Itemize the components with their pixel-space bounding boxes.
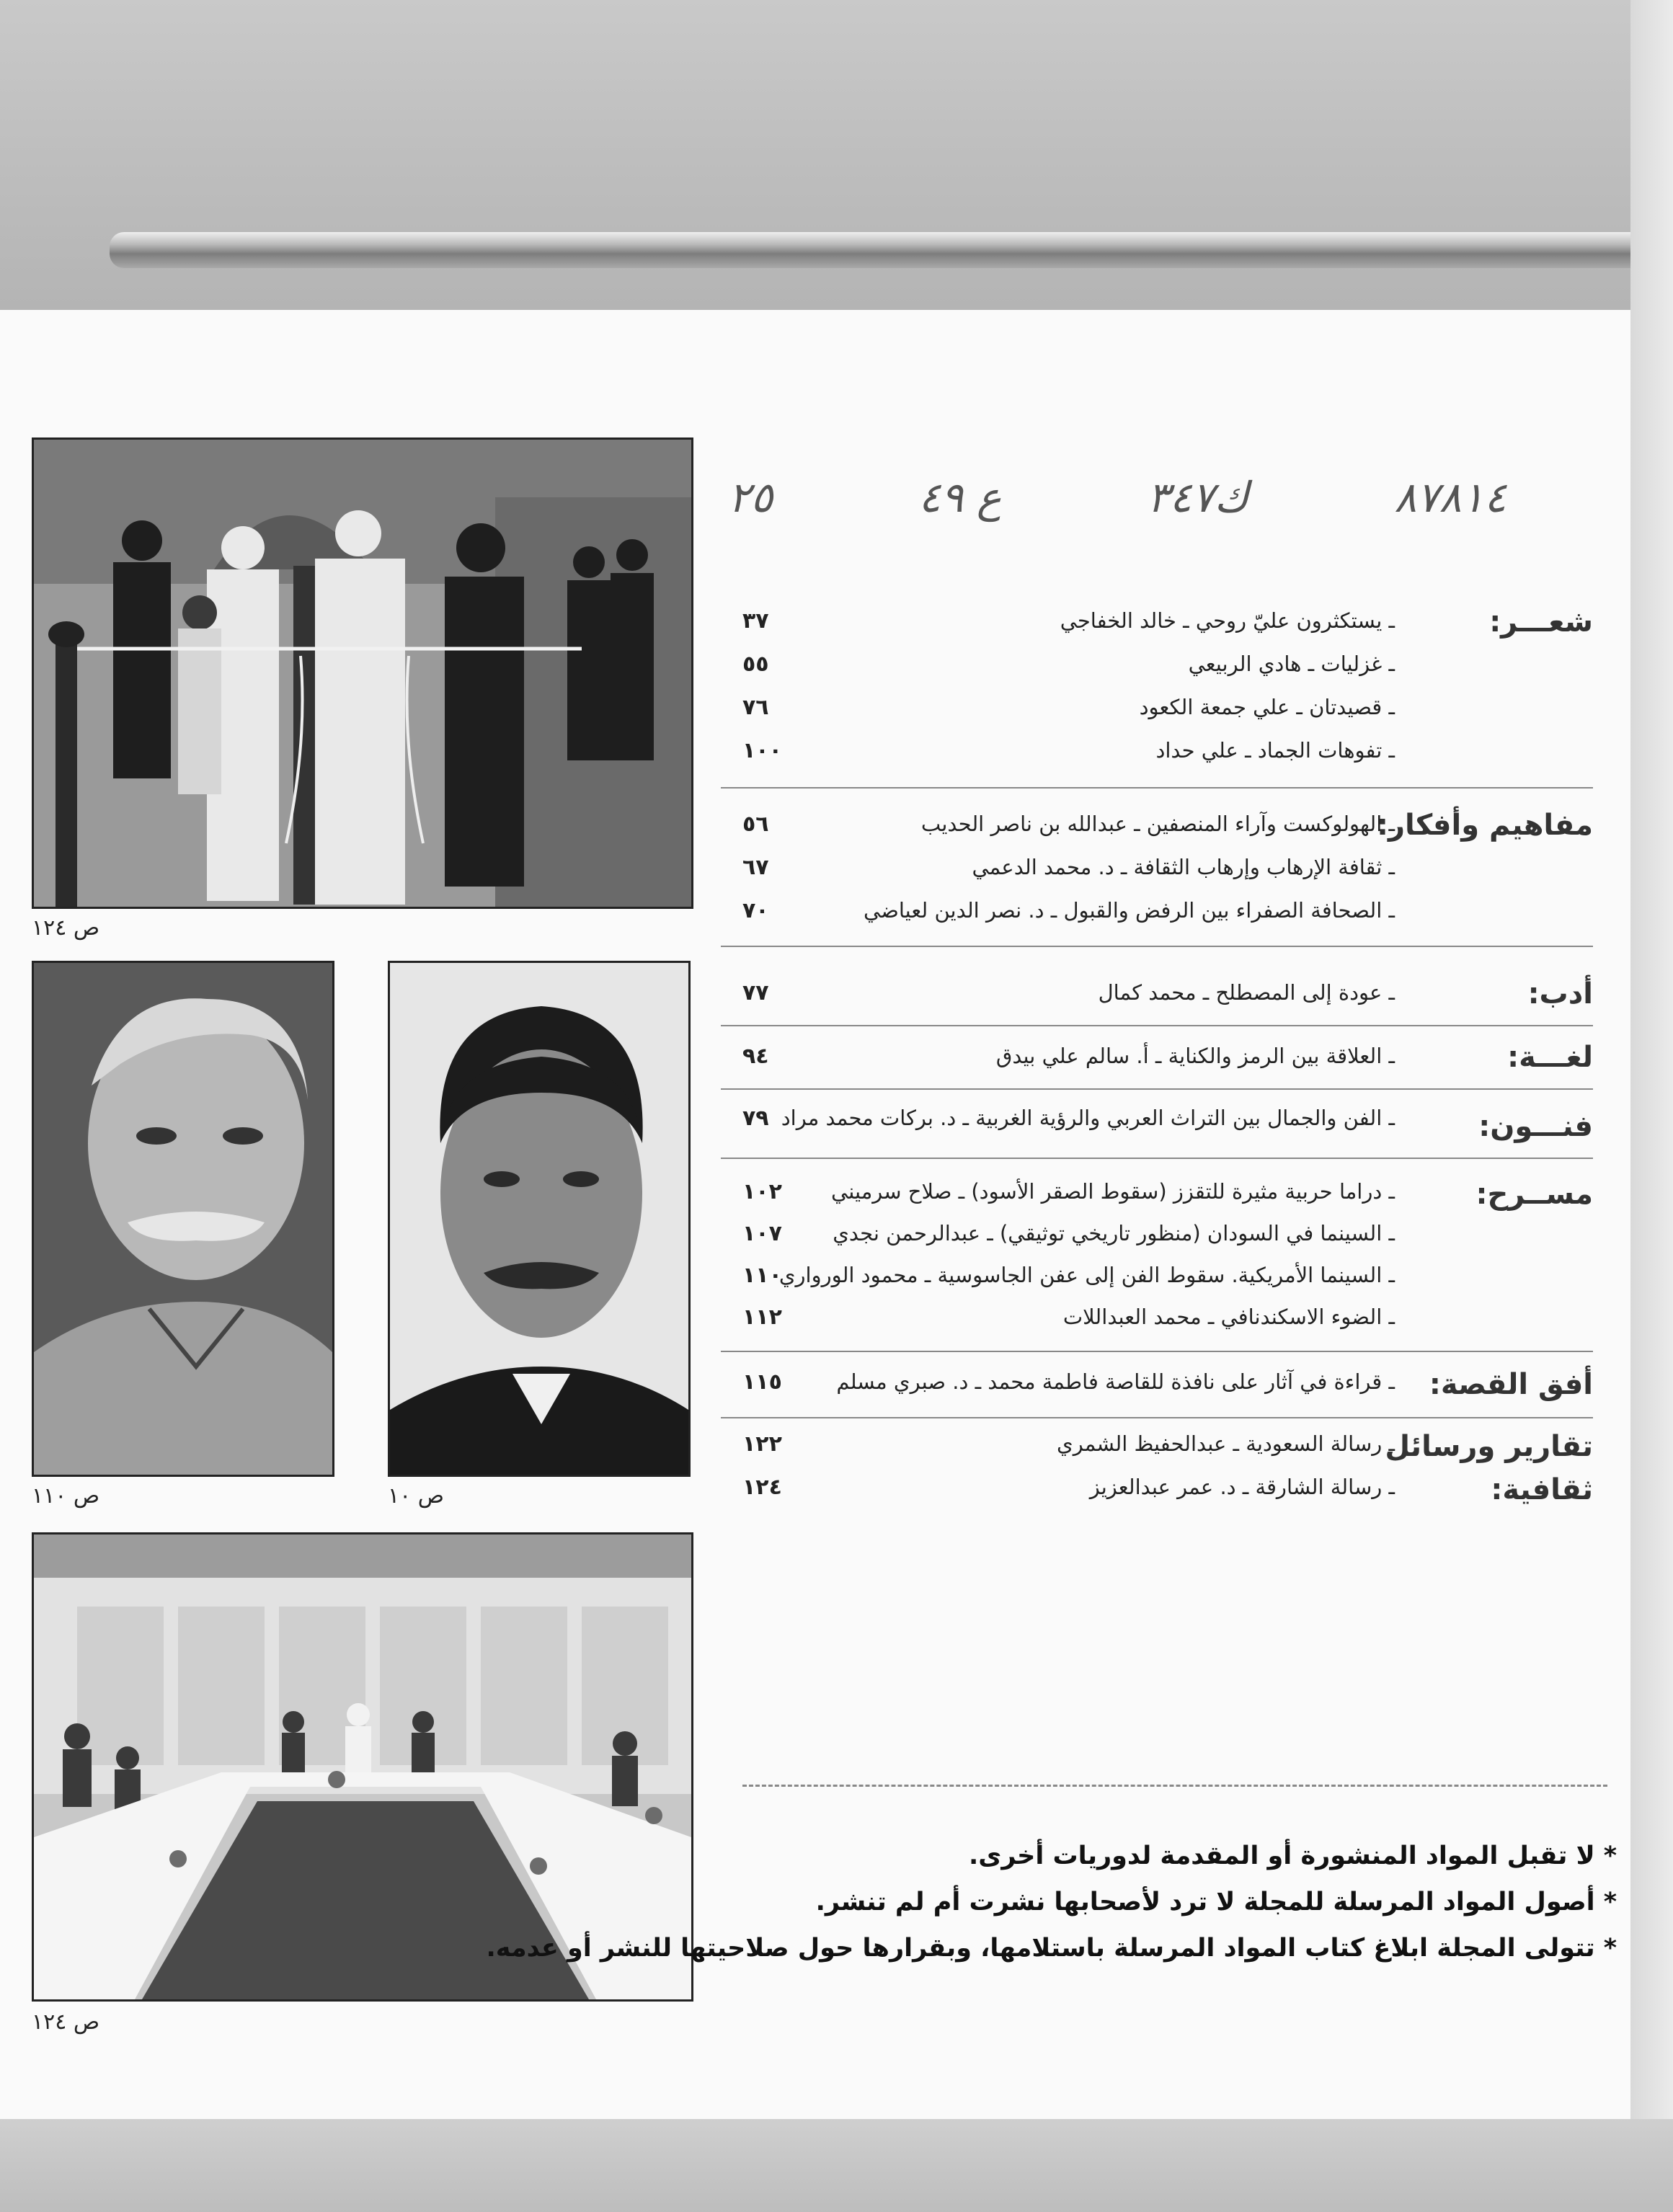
toc-entry-page: ٥٦ (742, 812, 769, 837)
toc-entry-page: ٣٧ (742, 608, 769, 634)
portrait-man-mustache-photo (388, 961, 691, 1477)
toc-entry-title: ـ رسالة السعودية ـ عبدالحفيظ الشمري (1057, 1431, 1395, 1456)
section-divider (721, 1025, 1593, 1026)
handwriting-1: ٨٧٨١٤ (1394, 473, 1506, 522)
toc-entry-title: ـ العلاقة بين الرمز والكناية ـ أ. سالم علي بيدق (995, 1044, 1395, 1068)
toc-entry-title: ـ الهولوكست وآراء المنصفين ـ عبدالله بن ناصر الحديب (920, 812, 1395, 836)
toc-entry-page: ٧٠ (742, 898, 769, 923)
photo-caption: ص ١١٠ (32, 1483, 100, 1509)
portrait-elderly-man-photo (32, 961, 334, 1477)
asterisk-icon: * (1603, 1888, 1617, 1916)
note-text: لا تقبل المواد المنشورة أو المقدمة لدوريات أخرى. (968, 1842, 1595, 1870)
photo-caption: ص ١٠ (388, 1483, 445, 1509)
toc-entry-page: ١٢٤ (742, 1475, 782, 1500)
toc-category: أدب: (1527, 977, 1593, 1010)
toc-entry-page: ١١٥ (742, 1369, 782, 1395)
section-divider (721, 1158, 1593, 1159)
toc-category: ثقافية: (1491, 1473, 1593, 1506)
toc-entry-title: ـ الضوء الاسكندنافي ـ محمد العبداللات (1062, 1305, 1395, 1329)
photo-caption: ص ١٢٤ (32, 915, 100, 941)
toc-entry-title: ـ رسالة الشارقة ـ د. عمر عبدالعزيز (1089, 1475, 1395, 1499)
table-of-contents (721, 598, 1593, 1593)
section-divider (721, 787, 1593, 789)
toc-entry-title: ـ ثقافة الإرهاب وإرهاب الثقافة ـ د. محمد الدعمي (972, 855, 1395, 879)
bottom-grey-band (0, 2119, 1673, 2212)
toc-category: مفاهيم وأفكار: (1377, 809, 1593, 842)
toc-entry-page: ٧٦ (742, 695, 769, 720)
toc-entry-page: ٧٧ (742, 980, 769, 1005)
toc-category: فنـــون: (1478, 1110, 1593, 1143)
note-text: تتولى المجلة ابلاغ كتاب المواد المرسلة باستلامها، وبقرارها حول صلاحيتها للنشر أو عدمه. (486, 1934, 1595, 1963)
toc-entry-title: ـ السينما الأمريكية. سقوط الفن إلى عفن الجاسوسية ـ محمود الورواري (778, 1263, 1395, 1287)
toc-entry-page: ٥٥ (742, 652, 769, 677)
conference-room-photo (32, 1532, 693, 2002)
toc-entry-title: ـ دراما حربية مثيرة للتقزز (سقوط الصقر الأسود) ـ صلاح سرميني (831, 1179, 1395, 1204)
toc-category: تقارير ورسائل (1385, 1430, 1593, 1463)
ribbon-cutting-photo (32, 437, 693, 909)
asterisk-icon: * (1603, 1934, 1617, 1963)
toc-entry-page: ١٢٢ (742, 1431, 782, 1457)
toc-category: أفق القصة: (1429, 1368, 1593, 1401)
toc-entry-page: ٩٤ (742, 1044, 769, 1069)
toc-entry-page: ١٠٢ (742, 1179, 782, 1204)
handwriting-3: ع ٤٩ (918, 473, 1002, 522)
toc-entry-title: ـ قراءة في آثار على نافذة للقاصة فاطمة محمد ـ د. صبري مسلم (836, 1369, 1395, 1394)
photo-caption: ص ١٢٤ (32, 2009, 100, 2035)
toc-entry-title: ـ تفوهات الجماد ـ علي حداد (1155, 738, 1395, 763)
toc-entry-title: ـ الفن والجمال بين التراث العربي والرؤية الغربية ـ د. بركات محمد مراد (781, 1106, 1395, 1130)
notes-divider (742, 1785, 1607, 1787)
decorative-rail (110, 232, 1673, 268)
asterisk-icon: * (1603, 1842, 1617, 1870)
handwriting-2: ك٣٤٧ (1147, 473, 1249, 522)
submission-note (730, 1842, 1617, 1870)
toc-category: شعـــر: (1489, 605, 1593, 639)
toc-entry-title: ـ قصيدتان ـ علي جمعة الكعود (1139, 695, 1395, 719)
toc-entry-title: ـ الصحافة الصفراء بين الرفض والقبول ـ د. نصر الدين لعياضي (864, 898, 1395, 923)
toc-entry-page: ١٠٧ (742, 1221, 782, 1246)
section-divider (721, 1417, 1593, 1418)
toc-entry-title: ـ السينما في السودان (منظور تاريخي توثيقي) ـ عبدالرحمن نجدي (833, 1221, 1395, 1245)
toc-entry-title: ـ عودة إلى المصطلح ـ محمد كمال (1098, 980, 1395, 1005)
toc-entry-title: ـ يستكثرون عليّ روحي ـ خالد الخفاجي (1060, 608, 1395, 633)
section-divider (721, 1351, 1593, 1352)
toc-category: مســرح: (1475, 1178, 1593, 1211)
submission-note (730, 1888, 1617, 1916)
note-text: أصول المواد المرسلة للمجلة لا ترد لأصحابها نشرت أم لم تنشر. (815, 1888, 1595, 1916)
page-edge (1630, 0, 1673, 2212)
toc-entry-title: ـ غزليات ـ هادي الربيعي (1188, 652, 1395, 676)
handwritten-annotations (728, 461, 1506, 533)
toc-entry-page: ١٠٠ (742, 738, 782, 763)
toc-category: لغـــة: (1507, 1041, 1593, 1074)
section-divider (721, 1088, 1593, 1090)
toc-entry-page: ١١٢ (742, 1305, 782, 1330)
handwriting-4: ٢٥ (728, 473, 773, 522)
submission-note (486, 1934, 1617, 1963)
toc-entry-page: ٦٧ (742, 855, 769, 880)
toc-entry-page: ١١٠ (742, 1263, 782, 1288)
toc-entry-page: ٧٩ (742, 1106, 769, 1131)
section-divider (721, 946, 1593, 947)
